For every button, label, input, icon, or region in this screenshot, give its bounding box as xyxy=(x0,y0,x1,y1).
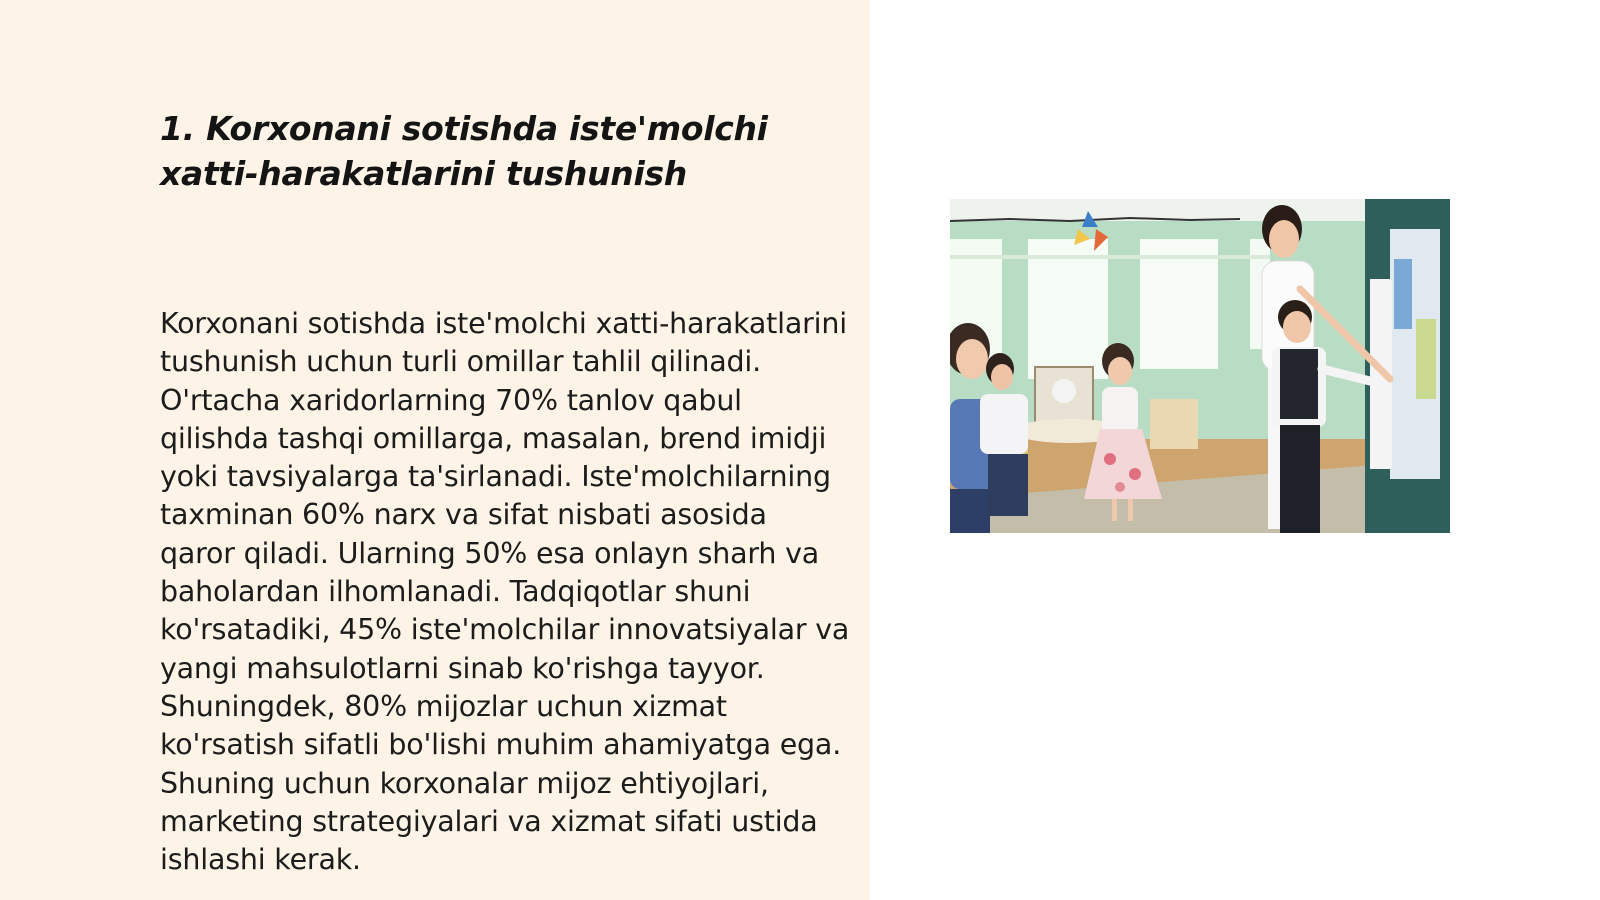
slide-body-text: Korxonani sotishda iste'molchi xatti-harakatlarini tushunish uchun turli omillar tahlil qilinadi. O'rtacha xaridorlarning 70% tanlov qabul qilishda tashqi omillarga, masalan, brend imidji yoki tavsiyalarga ta'sirlanadi. Iste'molchilarning taxminan 60% narx va sifat nisbati asosida qaror qiladi. Ularning 50% esa onlayn sharh va baholardan ilhomlanadi. Tadqiqotlar shuni ko'rsatadiki, 45% iste'molchilar innovatsiyalar va yangi mahsulotlarni sinab ko'rishga tayyor. Shuningdek, 80% mijozlar uchun xizmat ko'rsatish sifatli bo'lishi muhim ahamiyatga ega. Shuning uchun korxonalar mijoz ehtiyojlari, marketing strategiyalari va xizmat sifati ustida ishlashi kerak. xyxy=(160,307,850,877)
classroom-photo xyxy=(950,199,1450,533)
slide-title: 1. Korxonani sotishda iste'molchi xatti-harakatlarini tushunish xyxy=(160,109,768,193)
